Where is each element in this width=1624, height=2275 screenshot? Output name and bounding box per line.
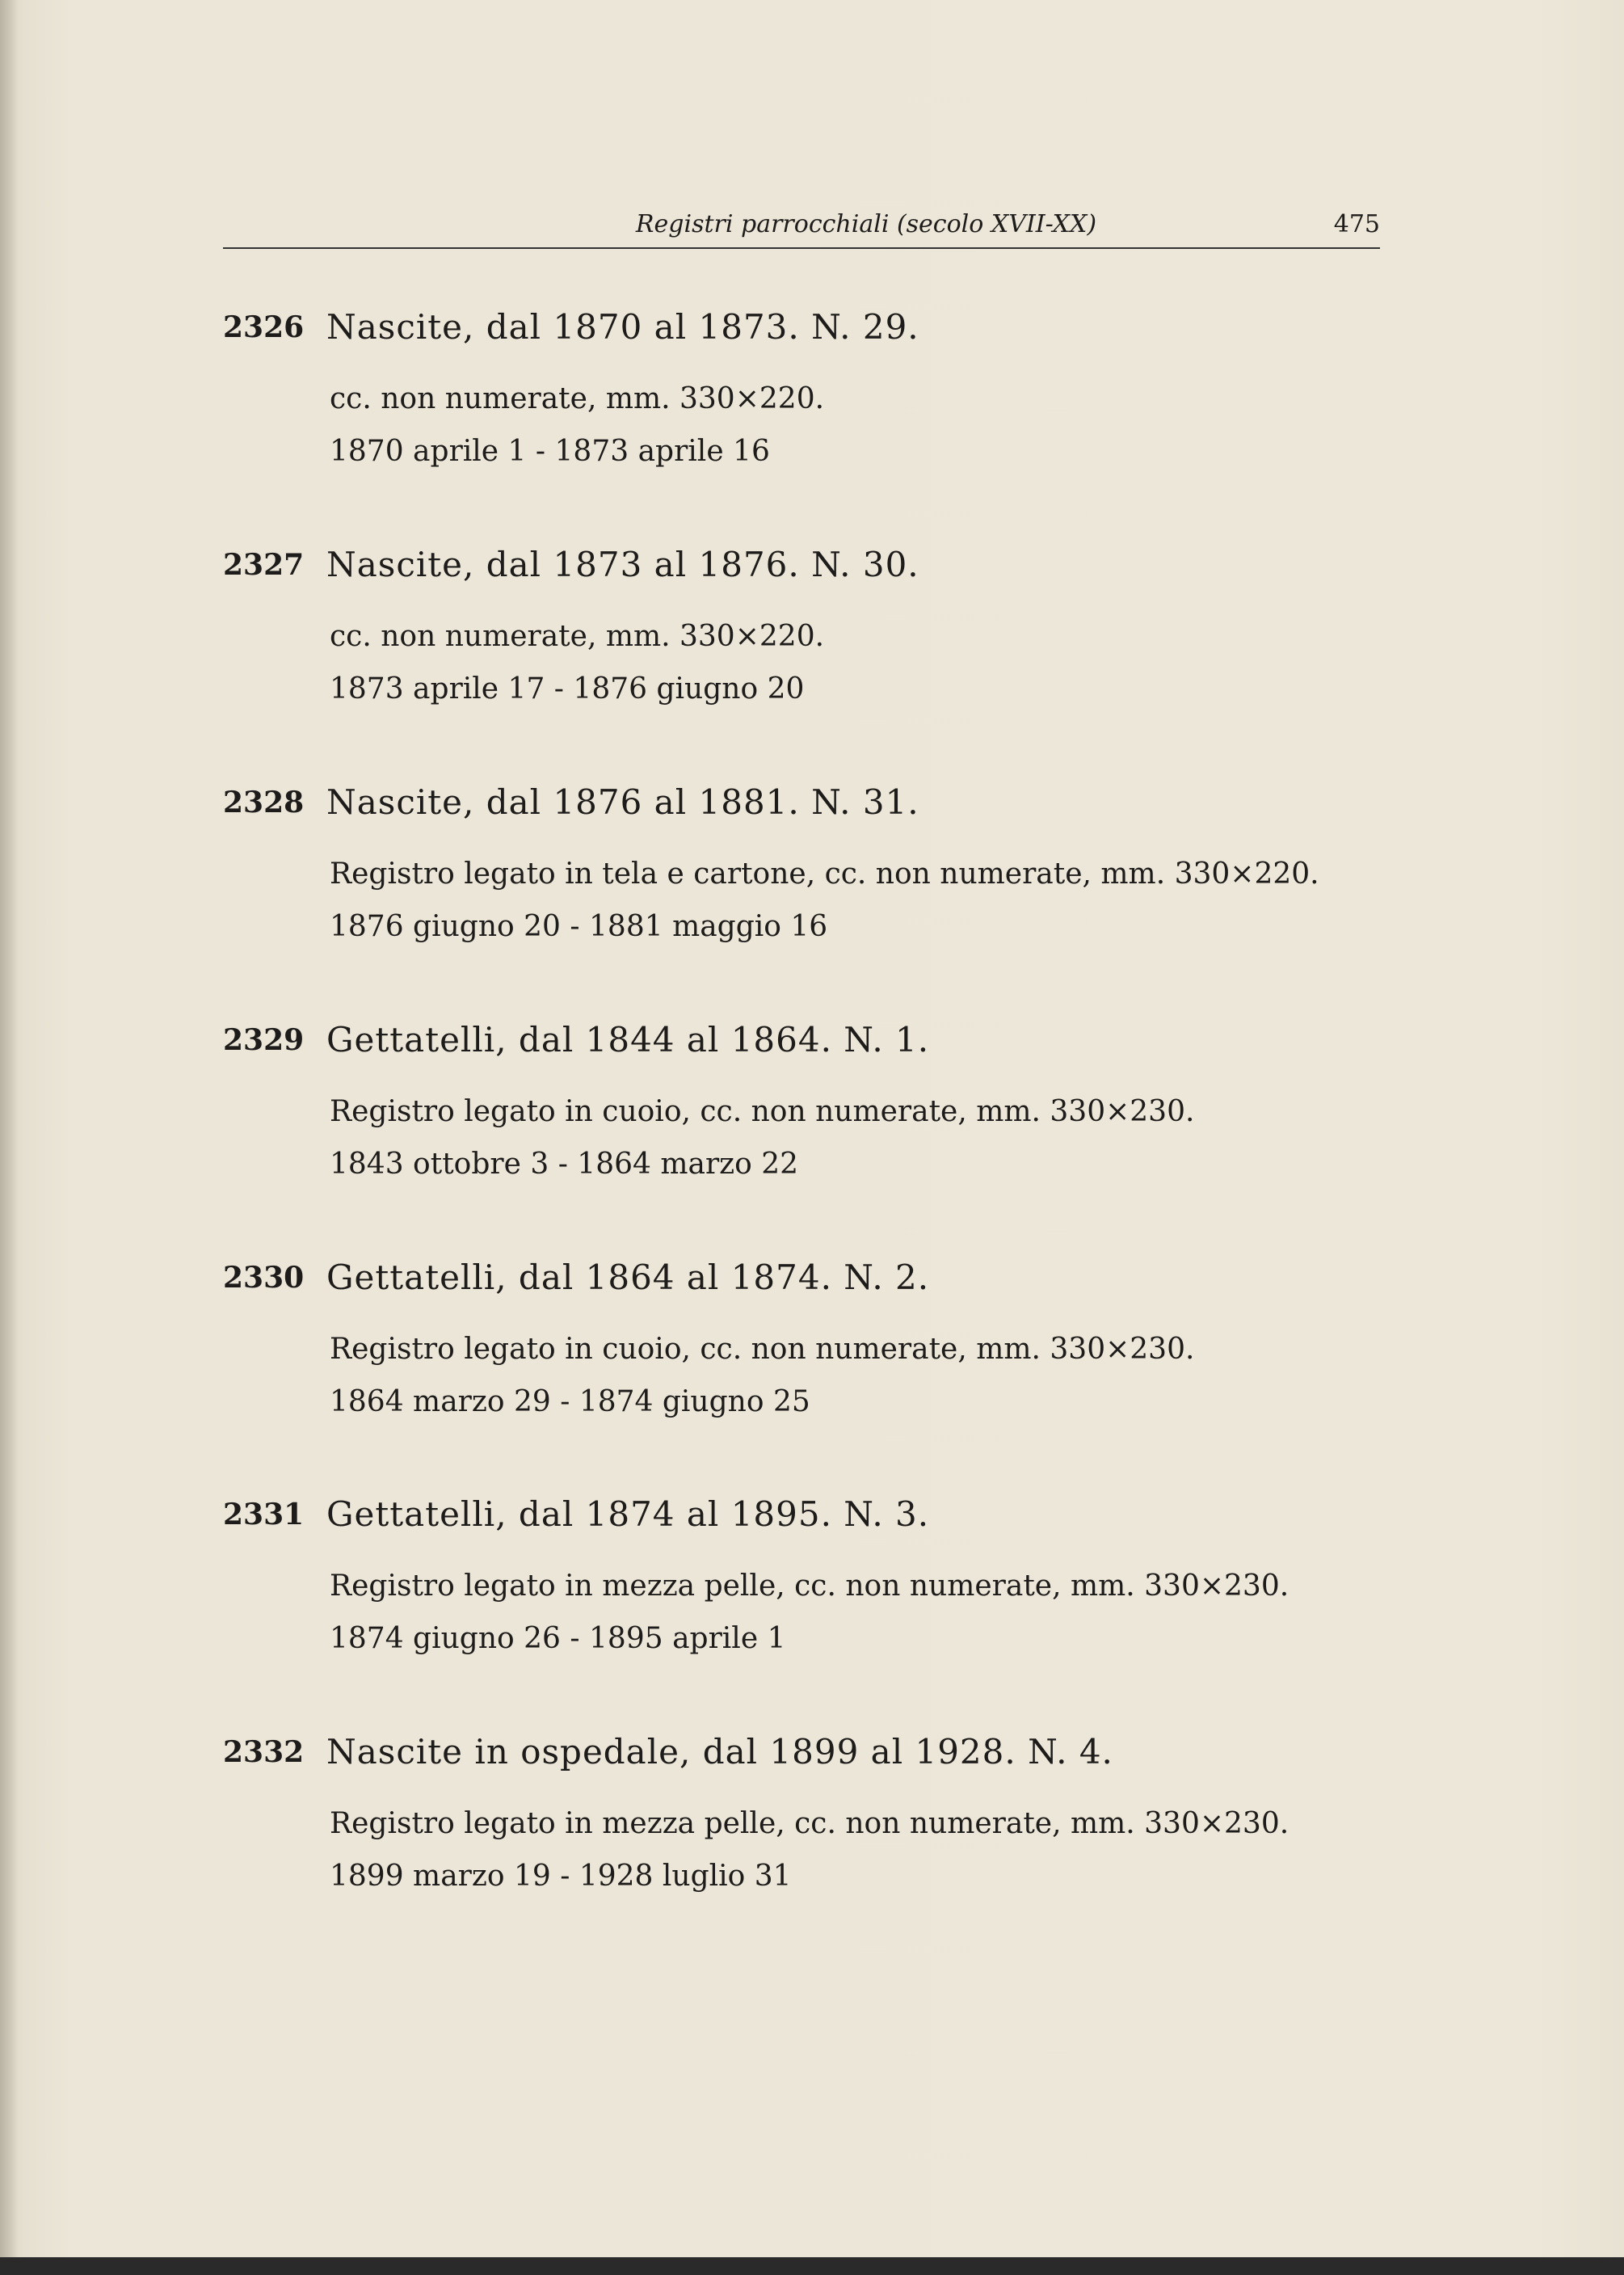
entry-dates: 1876 giugno 20 - 1881 maggio 16 — [330, 910, 828, 943]
running-title: Registri parrocchiali (secolo XVII-XX) — [635, 210, 1097, 238]
scan-edge — [0, 2257, 1624, 2275]
entry-dates: 1899 marzo 19 - 1928 luglio 31 — [330, 1860, 792, 1893]
entry-dates: 1873 aprile 17 - 1876 giugno 20 — [330, 672, 805, 706]
header-rule — [223, 247, 1380, 249]
entry-description: cc. non numerate, mm. 330×220. — [330, 620, 825, 653]
entry-title: Nascite, dal 1876 al 1881. N. 31. — [326, 782, 919, 822]
entry-dates: 1874 giugno 26 - 1895 aprile 1 — [330, 1622, 786, 1655]
entry-title: Gettatelli, dal 1864 al 1874. N. 2. — [326, 1258, 930, 1297]
page-number: 475 — [1333, 210, 1380, 238]
entry-number: 2331 — [223, 1498, 305, 1531]
entry-title: Nascite, dal 1870 al 1873. N. 29. — [326, 307, 919, 347]
entry-description: Registro legato in cuoio, cc. non numerate, mm. 330×230. — [330, 1095, 1195, 1128]
binding-shadow — [0, 0, 18, 2275]
entry-dates: 1870 aprile 1 - 1873 aprile 16 — [330, 435, 770, 468]
entry-number: 2330 — [223, 1261, 305, 1295]
entry-dates: 1843 ottobre 3 - 1864 marzo 22 — [330, 1148, 799, 1181]
entry-number: 2326 — [223, 310, 305, 344]
page-header — [223, 209, 1380, 247]
entry-number: 2327 — [223, 548, 305, 582]
entry-description: Registro legato in cuoio, cc. non numerate, mm. 330×230. — [330, 1333, 1195, 1366]
entry-title: Gettatelli, dal 1844 al 1864. N. 1. — [326, 1020, 930, 1060]
entry-dates: 1864 marzo 29 - 1874 giugno 25 — [330, 1385, 810, 1418]
entry-description: Registro legato in tela e cartone, cc. non numerate, mm. 330×220. — [330, 857, 1319, 891]
entry-number: 2328 — [223, 786, 305, 819]
entry-description: Registro legato in mezza pelle, cc. non numerate, mm. 330×230. — [330, 1569, 1290, 1603]
entry-description: cc. non numerate, mm. 330×220. — [330, 382, 825, 415]
entry-title: Nascite in ospedale, dal 1899 al 1928. N. 4. — [326, 1732, 1113, 1772]
entry-title: Gettatelli, dal 1874 al 1895. N. 3. — [326, 1494, 930, 1534]
entry-title: Nascite, dal 1873 al 1876. N. 30. — [326, 545, 919, 584]
entry-number: 2329 — [223, 1023, 305, 1057]
entry-number: 2332 — [223, 1735, 305, 1769]
entry-description: Registro legato in mezza pelle, cc. non numerate, mm. 330×230. — [330, 1807, 1290, 1840]
